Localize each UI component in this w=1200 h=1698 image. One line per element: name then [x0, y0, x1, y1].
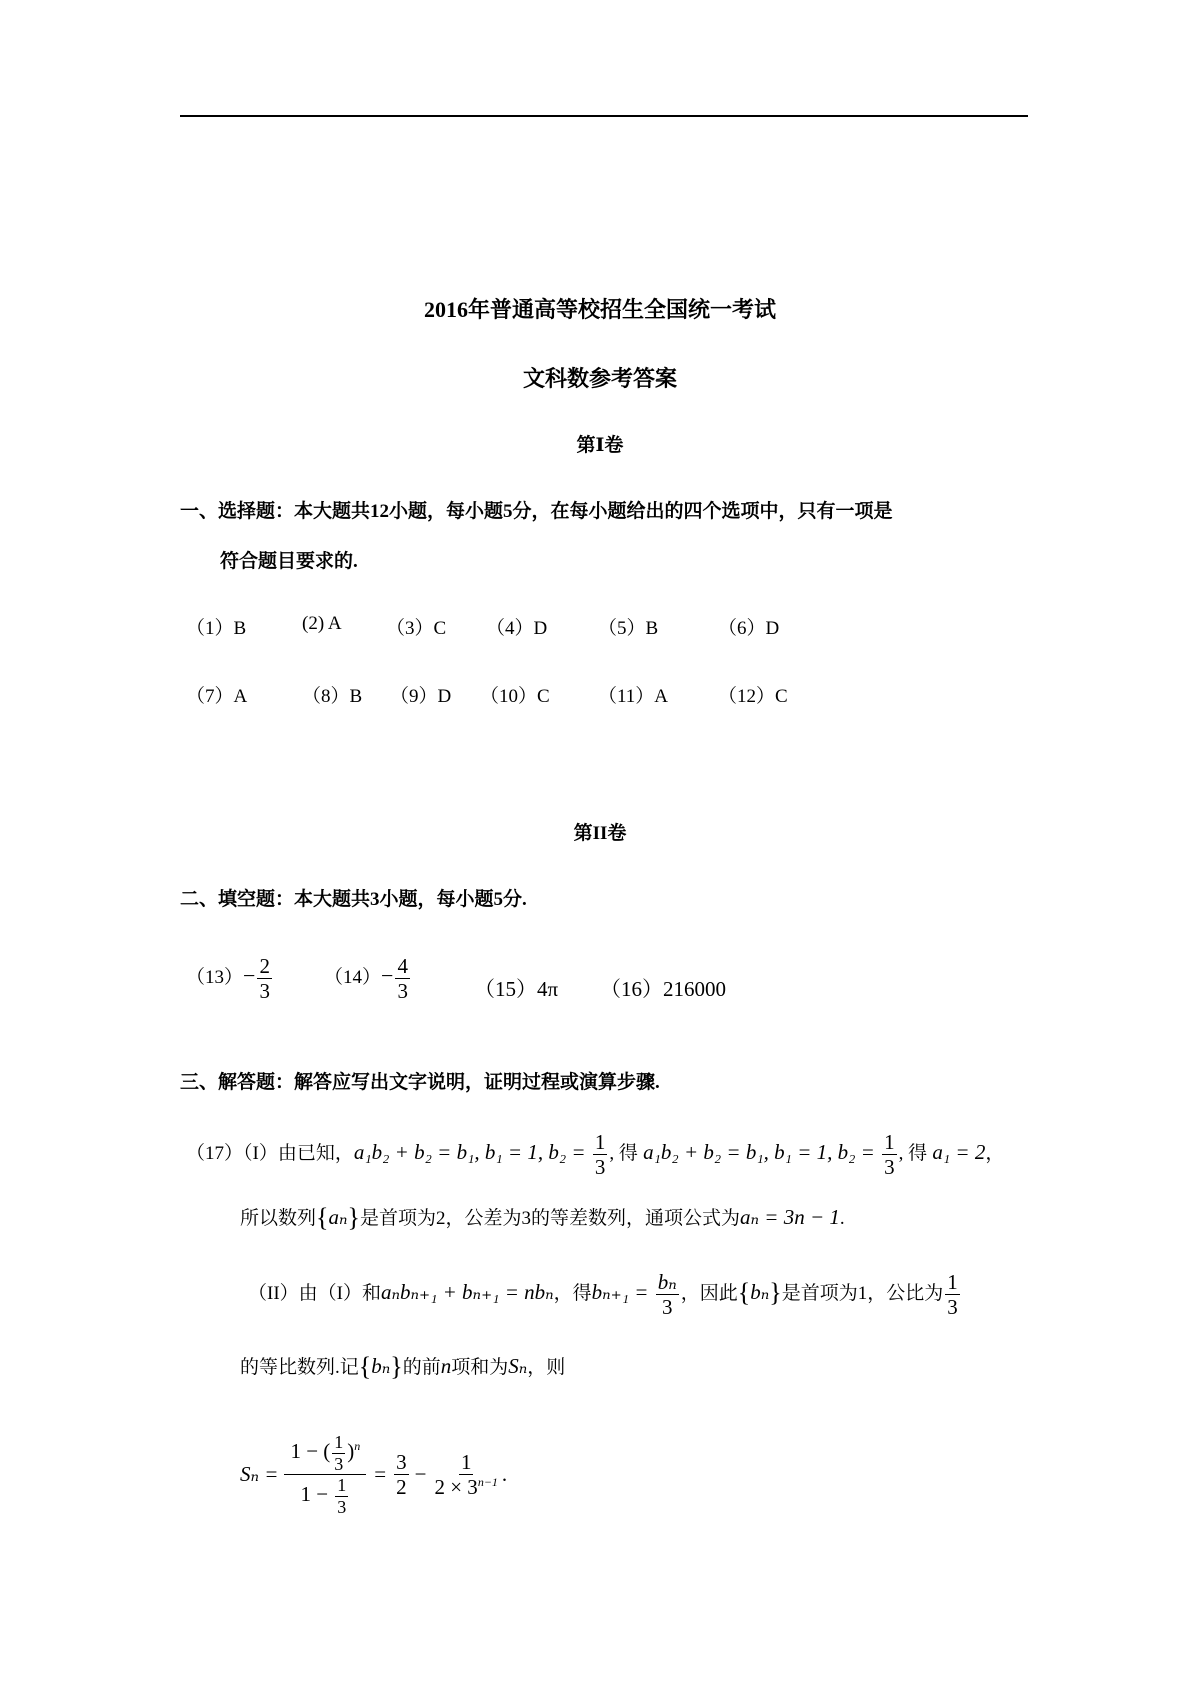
- line2-mid: 是首项为2，公差为3的等差数列，通项公式为: [360, 1208, 741, 1229]
- answer-7: （7）A: [186, 686, 248, 707]
- q17-equation-2: a₁b₂ + b₂ = b₁, b₁ = 1, b₂ =: [637, 1140, 881, 1164]
- sum-formula: [240, 1432, 507, 1518]
- line4-mid: 的前: [402, 1357, 441, 1378]
- q17-fraction-2-num: 1: [884, 1130, 895, 1154]
- q14-denominator: 3: [397, 979, 408, 1004]
- sum-den-inner-num: 1: [337, 1475, 347, 1496]
- part-one-heading: 第Ⅰ卷: [576, 435, 624, 456]
- q17-result: a₁ = 2: [927, 1140, 986, 1164]
- sum-minus: −: [414, 1462, 427, 1487]
- answer-11: （11）A: [598, 686, 669, 707]
- q17-fraction-1: [593, 1130, 608, 1179]
- sum-num-post: ): [347, 1439, 355, 1463]
- ratio-den: 3: [947, 1295, 958, 1320]
- sum-r1-num: 3: [396, 1450, 407, 1475]
- fill-blank-16: （16）216000: [600, 977, 726, 1001]
- fill-blank-13: [186, 954, 274, 1003]
- q17-part2-line: [248, 1270, 962, 1319]
- q13-numerator: 2: [259, 954, 270, 978]
- q13-fraction: [257, 954, 272, 1003]
- brace-close-3: }: [390, 1352, 403, 1381]
- q13-label: （13）: [186, 967, 244, 988]
- q17-comma: ，: [985, 1143, 1005, 1164]
- bn1-lhs: bₙ₊₁ =: [591, 1280, 654, 1304]
- answer-10: （10）C: [480, 686, 550, 707]
- sum-den-pre: 1 −: [300, 1482, 334, 1507]
- sum-num-exponent: n: [354, 1439, 361, 1453]
- ratio-num: 1: [947, 1270, 958, 1294]
- sum-num-pre: 1 − (: [290, 1439, 331, 1463]
- sum-r1-den: 2: [396, 1475, 407, 1500]
- sum-main-fraction: [284, 1432, 366, 1518]
- q17-line-2: [240, 1203, 845, 1233]
- q17-fraction-2: [882, 1130, 897, 1179]
- q17-equation-1: a₁b₂ + b₂ = b₁, b₁ = 1, b₂ =: [353, 1140, 591, 1164]
- sum-result-fraction-2: [432, 1450, 499, 1499]
- answer-6: （6）D: [718, 618, 780, 639]
- part-two-heading: 第II卷: [573, 823, 627, 844]
- q17-fraction-1-num: 1: [594, 1130, 606, 1154]
- sum-r2-num: 1: [460, 1450, 472, 1475]
- answer-3: （3）C: [386, 618, 447, 639]
- sum-equals: =: [374, 1462, 387, 1487]
- sum-r2-exponent: n−1: [477, 1475, 498, 1490]
- q17-fraction-2-den: 3: [884, 1155, 895, 1180]
- answer-9: （9）D: [390, 686, 452, 707]
- q14-label: （14）: [324, 967, 382, 988]
- sequence-a: aₙ: [328, 1205, 348, 1229]
- q17-line-4: [240, 1352, 565, 1382]
- section2-heading: 二、填空题：本大题共3小题，每小题5分.: [180, 889, 527, 910]
- q13-denominator: 3: [259, 979, 270, 1004]
- answer-1: （1）B: [186, 618, 247, 639]
- answer-12: （12）C: [718, 686, 788, 707]
- sum-end: .: [501, 1462, 508, 1487]
- bn-over-3: [656, 1270, 679, 1319]
- part2-tail: 是首项为1，公比为: [781, 1283, 944, 1304]
- sum-symbol: Sₙ: [508, 1354, 528, 1378]
- q17-de-1: , 得: [609, 1143, 638, 1164]
- variable-n: n: [440, 1354, 452, 1378]
- answer-4: （4）D: [486, 618, 548, 639]
- line2-end: .: [839, 1208, 845, 1229]
- sum-num-inner-den: 3: [334, 1453, 344, 1474]
- sum-num-inner-fraction: [332, 1432, 345, 1474]
- sum-den-inner-fraction: [335, 1475, 348, 1517]
- bn-over-3-den: 3: [661, 1295, 673, 1320]
- sum-den-inner-den: 3: [337, 1497, 347, 1518]
- brace-open: {: [316, 1203, 329, 1232]
- page-title: 2016年普通高等校招生全国统一考试: [423, 297, 776, 322]
- common-ratio: [945, 1270, 960, 1319]
- page-subtitle: 文科数参考答案: [522, 366, 677, 391]
- sum-num-inner-num: 1: [334, 1432, 344, 1452]
- brace-close-2: }: [769, 1278, 782, 1307]
- q14-sign: −: [381, 963, 394, 988]
- fill-blank-14: [324, 954, 412, 1003]
- q14-fraction: [395, 954, 410, 1003]
- sum-r2-den: [432, 1475, 499, 1499]
- brace-open-3: {: [358, 1352, 372, 1381]
- brace-close: }: [347, 1203, 360, 1232]
- q14-numerator: 4: [397, 954, 408, 978]
- q17-fraction-1-den: 3: [594, 1155, 606, 1180]
- recurrence-equation: aₙbₙ₊₁ + bₙ₊₁ = nbₙ: [380, 1280, 554, 1304]
- sum-denominator: [294, 1475, 356, 1517]
- part2-mid: ，因此: [680, 1283, 738, 1304]
- sum-r2-den-base: 2 × 3: [434, 1475, 478, 1500]
- answer-5: （5）B: [598, 618, 659, 639]
- bn-over-3-num: bₙ: [657, 1270, 677, 1294]
- q17-label: （17）（I）由已知，: [186, 1143, 354, 1164]
- sum-numerator: [284, 1432, 366, 1475]
- section1-heading-line2: 符合题目要求的.: [220, 551, 358, 572]
- sequence-b: bₙ: [750, 1280, 770, 1304]
- section1-heading-line1: 一、选择题：本大题共12小题，每小题5分，在每小题给出的四个选项中，只有一项是: [180, 501, 893, 522]
- header-rule: [180, 115, 1028, 117]
- answer-2: (2) A: [302, 613, 342, 634]
- fill-blank-15: （15）4π: [474, 977, 559, 1001]
- q17-de-2: , 得: [898, 1143, 928, 1164]
- sequence-b-2: bₙ: [371, 1354, 391, 1378]
- q13-sign: −: [243, 963, 256, 988]
- line4-pre: 的等比数列.记: [240, 1357, 359, 1378]
- sum-result-fraction-1: [394, 1450, 409, 1499]
- brace-open-2: {: [737, 1278, 751, 1307]
- line4-mid2: 项和为: [451, 1357, 509, 1378]
- part2-de: ，得: [553, 1283, 592, 1304]
- part2-pre: （II）由（I）和: [248, 1283, 381, 1304]
- section3-heading: 三、解答题：解答应写出文字说明，证明过程或演算步骤.: [180, 1072, 660, 1093]
- line2-pre: 所以数列: [240, 1208, 317, 1229]
- answer-8: （8）B: [302, 686, 363, 707]
- sum-lhs: Sₙ =: [240, 1462, 279, 1487]
- q17-part1-line: [186, 1130, 1004, 1179]
- general-term-formula: aₙ = 3n − 1: [740, 1205, 840, 1229]
- line4-end: ，则: [527, 1357, 566, 1378]
